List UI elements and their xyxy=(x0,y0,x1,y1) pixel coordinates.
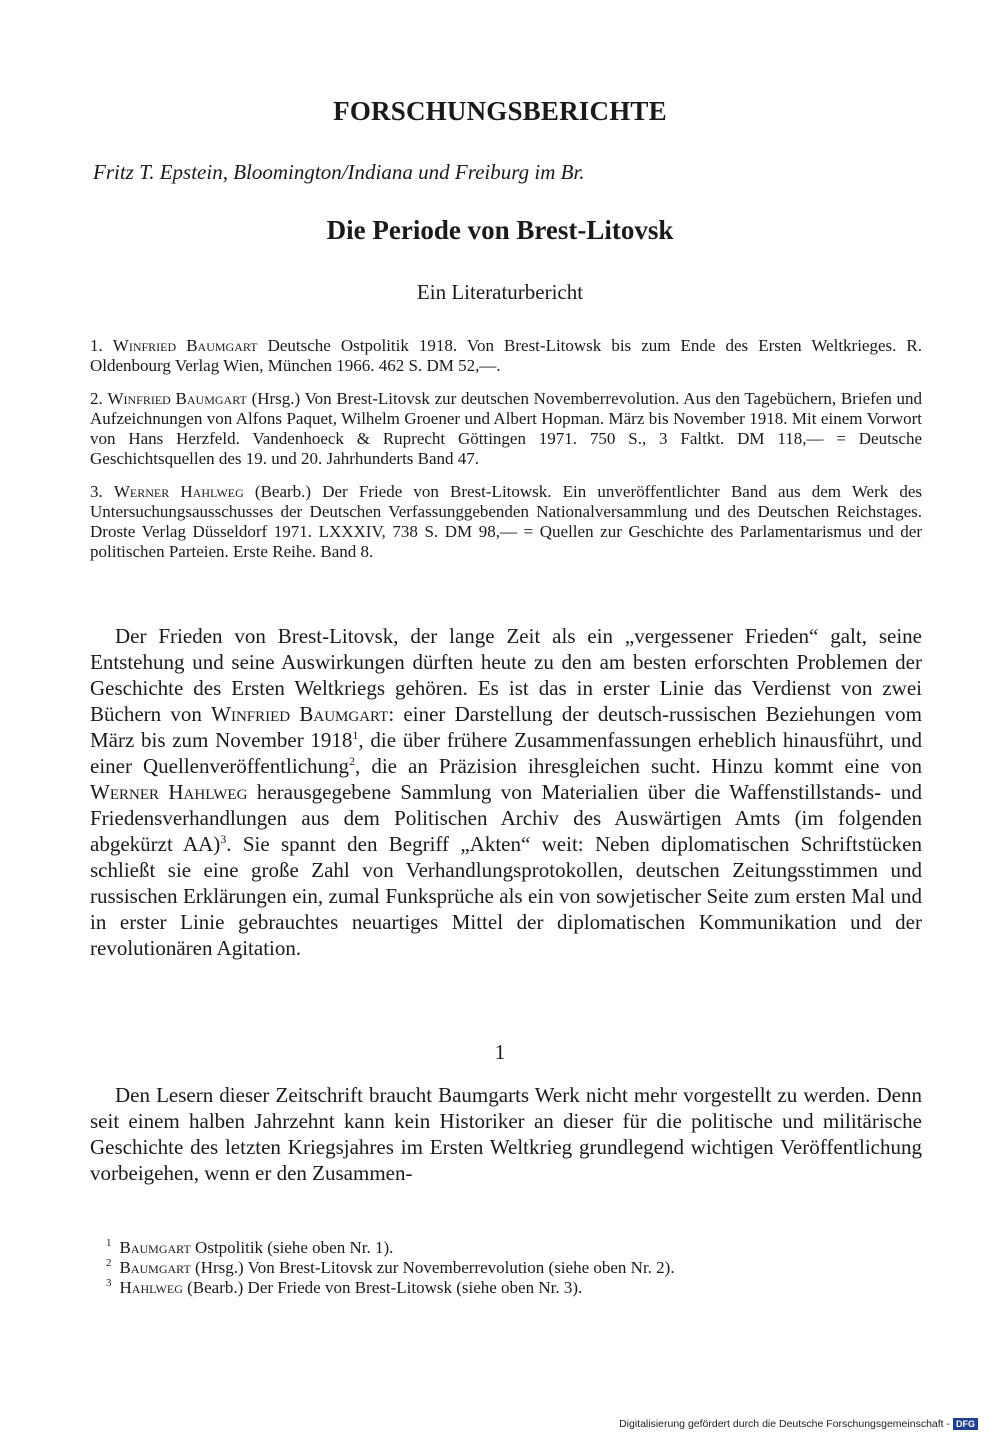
body-paragraph-1 xyxy=(90,623,922,961)
footnote-ref: 3 xyxy=(220,832,227,846)
footnote-author: Hahlweg xyxy=(119,1278,183,1297)
author-line: Fritz T. Epstein, Bloomington/Indiana und Freiburg im Br. xyxy=(93,160,585,184)
reference-text: (Bearb.) Der Friede von Brest-Litowsk. Ein unveröffentlichter Band aus dem Werk des Untersuchungsausschusses der Deutschen Verfassunggebenden Nationalversammlung und des Deutschen Reichstages. Droste Verlag Düsseldorf 1971. LXXXIV, 738 S. DM 98,— = Quellen zur Geschichte des Parlamentarismus und der politischen Parteien. Erste Reihe. Band 8. xyxy=(90,482,923,561)
reference-item xyxy=(90,389,922,469)
reference-author: Werner Hahlweg xyxy=(113,482,244,501)
author-name: Winfried Baumgart xyxy=(211,702,389,726)
body-paragraph-2 xyxy=(90,1082,922,1186)
article-subtitle: Ein Literaturbericht xyxy=(416,280,584,304)
footnote-author: Baumgart xyxy=(119,1238,191,1257)
credit-text: Digitalisierung gefördert durch die Deutsche Forschungsgemeinschaft - xyxy=(619,1418,950,1430)
body-text-span: herausgegebene Sammlung von Materialien über die Waffenstillstands- und Friedensverhandlungen aus dem Politischen Archiv des Auswärtigen Amts (im folgenden abgekürzt AA) xyxy=(90,780,922,856)
body-text-span: , die an Präzision ihresgleichen sucht. Hinzu kommt eine von xyxy=(355,754,922,778)
section-number: 1 xyxy=(494,1040,506,1064)
footnote-number: 2 xyxy=(106,1257,112,1270)
reference-text: (Hrsg.) Von Brest-Litovsk zur deutschen Novemberrevolution. Aus den Tagebüchern, Briefen und Aufzeichnungen von Alfons Paquet, Wilhelm Groener und Albert Hopman. März bis November 1918. Mit einem Vorwort von Hans Herzfeld. Vandenhoeck & Ruprecht Göttingen 1971. 750 S., 3 Faltkt. DM 118,— = Deutsche Geschichtsquellen des 19. und 20. Jahrhunderts Band 47. xyxy=(90,389,923,468)
footnote-ref: 1 xyxy=(352,728,359,742)
dfg-logo: DFG xyxy=(953,1418,978,1430)
reference-number: 3. xyxy=(90,482,103,501)
footnote-number: 3 xyxy=(106,1277,112,1290)
footnote-author: Baumgart xyxy=(119,1258,191,1277)
footnote-text: Ostpolitik (siehe oben Nr. 1). xyxy=(195,1238,394,1257)
footnote-text: (Hrsg.) Von Brest-Litovsk zur Novemberrevolution (siehe oben Nr. 2). xyxy=(195,1258,675,1277)
footnote xyxy=(106,1238,906,1258)
body-text: Den Lesern dieser Zeitschrift braucht Baumgarts Werk nicht mehr vorgestellt zu werden. Denn seit einem halben Jahrzehnt kann kein Historiker an dieser für die politische und militärische Geschichte des letzten Kriegsjahres im Ersten Weltkrieg grundlegend wichtigen Veröffentlichung vorbeigehen, wenn er den Zusammen- xyxy=(90,1083,922,1185)
reference-author: Winfried Baumgart xyxy=(112,336,258,355)
footnote xyxy=(106,1258,906,1278)
footnotes xyxy=(106,1238,906,1298)
reference-author: Winfried Baumgart xyxy=(107,389,247,408)
reference-item xyxy=(90,336,922,376)
body-text-span: Der Frieden von Brest-Litovsk, der lange Zeit als ein „vergessener Frieden“ galt, seine Entstehung und seine Auswirkungen dürften heute zu den am besten erforschten Problemen der Geschichte des Ersten Weltkriegs gehören. Es ist das in erster Linie das Verdienst von zwei Büchern von xyxy=(90,624,922,726)
footnote-number: 1 xyxy=(106,1237,112,1250)
footnote-ref: 2 xyxy=(349,754,356,768)
digitization-credit xyxy=(619,1418,978,1430)
footnote-text: (Bearb.) Der Friede von Brest-Litowsk (siehe oben Nr. 3). xyxy=(187,1278,583,1297)
body-text-span: , die über frühere Zusammenfassungen erheblich hinausführt, und einer Quellenveröffentlichung xyxy=(90,728,922,778)
reference-number: 1. xyxy=(90,336,103,355)
section-title: FORSCHUNGSBERICHTE xyxy=(333,96,667,126)
body-text-span: . Sie spannt den Begriff „Akten“ weit: Neben diplomatischen Schriftstücken schließt sie eine große Zahl von Verhandlungsprotokollen, deutschen Zeitungsstimmen und russischen Erklärungen ein, zumal Funksprüche als ein von sowjetischer Seite zum ersten Mal und in erster Linie gebrauchtes neuartiges Mittel der diplomatischen Kommunikation und der revolutionären Agitation. xyxy=(90,832,922,960)
article-title: Die Periode von Brest-Litovsk xyxy=(326,215,674,245)
reference-list xyxy=(90,336,922,575)
footnote xyxy=(106,1278,906,1298)
reference-text: Deutsche Ostpolitik 1918. Von Brest-Litowsk bis zum Ende des Ersten Weltkrieges. R. Oldenbourg Verlag Wien, München 1966. 462 S. DM 52,—. xyxy=(90,336,923,375)
body-text-span: : einer Darstellung der deutsch-russischen Beziehungen vom März bis zum November 1918 xyxy=(90,702,922,752)
reference-item xyxy=(90,482,922,562)
author-name: Werner Hahlweg xyxy=(90,780,248,804)
reference-number: 2. xyxy=(90,389,103,408)
